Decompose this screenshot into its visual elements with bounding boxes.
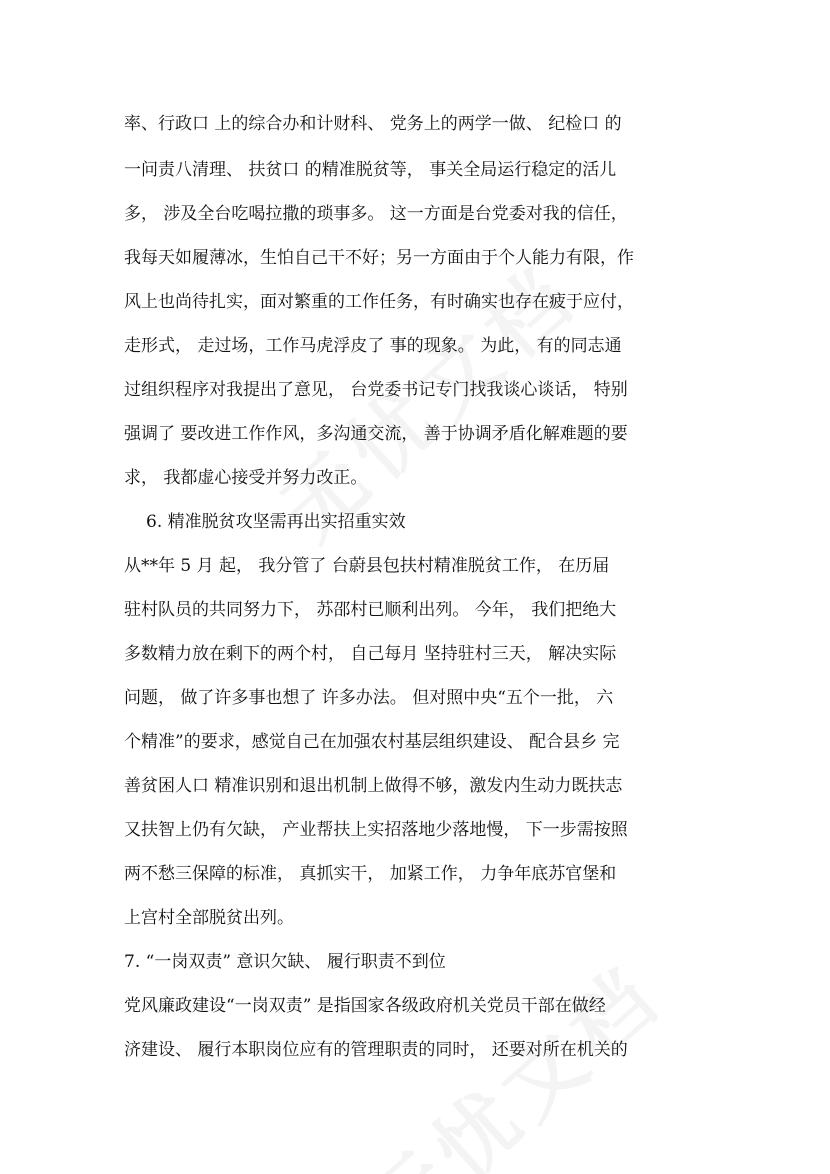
paragraph-line: 济建设、 履行本职岗位应有的管理职责的同时， 还要对所在机关的 [124,1040,628,1060]
paragraph-line: 上宫村全部脱贫出列。 [124,908,294,928]
section-heading: 7. “一岗双责” 意识欠缺、 履行职责不到位 [124,952,446,972]
paragraph-line: 我每天如履薄冰，生怕自己干不好；另一方面由于个人能力有限，作 [124,248,634,268]
paragraph-line: 党风廉政建设“一岗双责” 是指国家各级政府机关党员干部在做经 [124,996,606,1016]
paragraph-line: 率、行政口 上的综合办和计财科、 党务上的两学一做、 纪检口 的 [124,114,622,134]
paragraph-line: 多数精力放在剩下的两个村， 自己每月 坚持驻村三天， 解决实际 [124,644,617,664]
paragraph-line: 走形式， 走过场，工作马虎浮皮了 事的现象。 为此， 有的同志通 [124,336,622,356]
paragraph-line: 强调了 要改进工作作风，多沟通交流， 善于协调矛盾化解难题的要 [124,424,628,444]
paragraph-line: 从**年 5 月 起， 我分管了 台蔚县包扶村精准脱贫工作， 在历届 [124,556,610,576]
paragraph-line: 过组织程序对我提出了意见， 台党委书记专门找我谈心谈话， 特别 [124,380,628,400]
paragraph-line: 驻村队员的共同努力下， 苏邵村已顺利出列。 今年， 我们把绝大 [124,600,617,620]
paragraph-line: 善贫困人口 精准识别和退出机制上做得不够，激发内生动力既扶志 [124,776,623,796]
paragraph-line: 多， 涉及全台吃喝拉撒的琐事多。 这一方面是台党委对我的信任， [124,204,628,224]
paragraph-line: 风上也尚待扎实，面对繁重的工作任务，有时确实也存在疲于应付， [124,292,634,312]
section-heading: 6. 精准脱贫攻坚需再出实招重实效 [146,512,406,532]
paragraph-line: 又扶智上仍有欠缺， 产业帮扶上实招落地少落地慢， 下一步需按照 [124,820,628,840]
paragraph-line: 两不愁三保障的标准， 真抓实干， 加紧工作， 力争年底苏官堡和 [124,864,617,884]
paragraph-line: 求， 我都虚心接受并努力改正。 [124,468,368,488]
paragraph-line: 问题， 做了许多事也想了 许多办法。 但对照中央“五个一批， 六 [124,688,614,708]
paragraph-line: 个精准”的要求，感觉自己在加强农村基层组织建设、 配合县乡 完 [124,732,620,752]
paragraph-line: 一问责八清理、 扶贫口 的精准脱贫等， 事关全局运行稳定的活儿 [124,160,617,180]
